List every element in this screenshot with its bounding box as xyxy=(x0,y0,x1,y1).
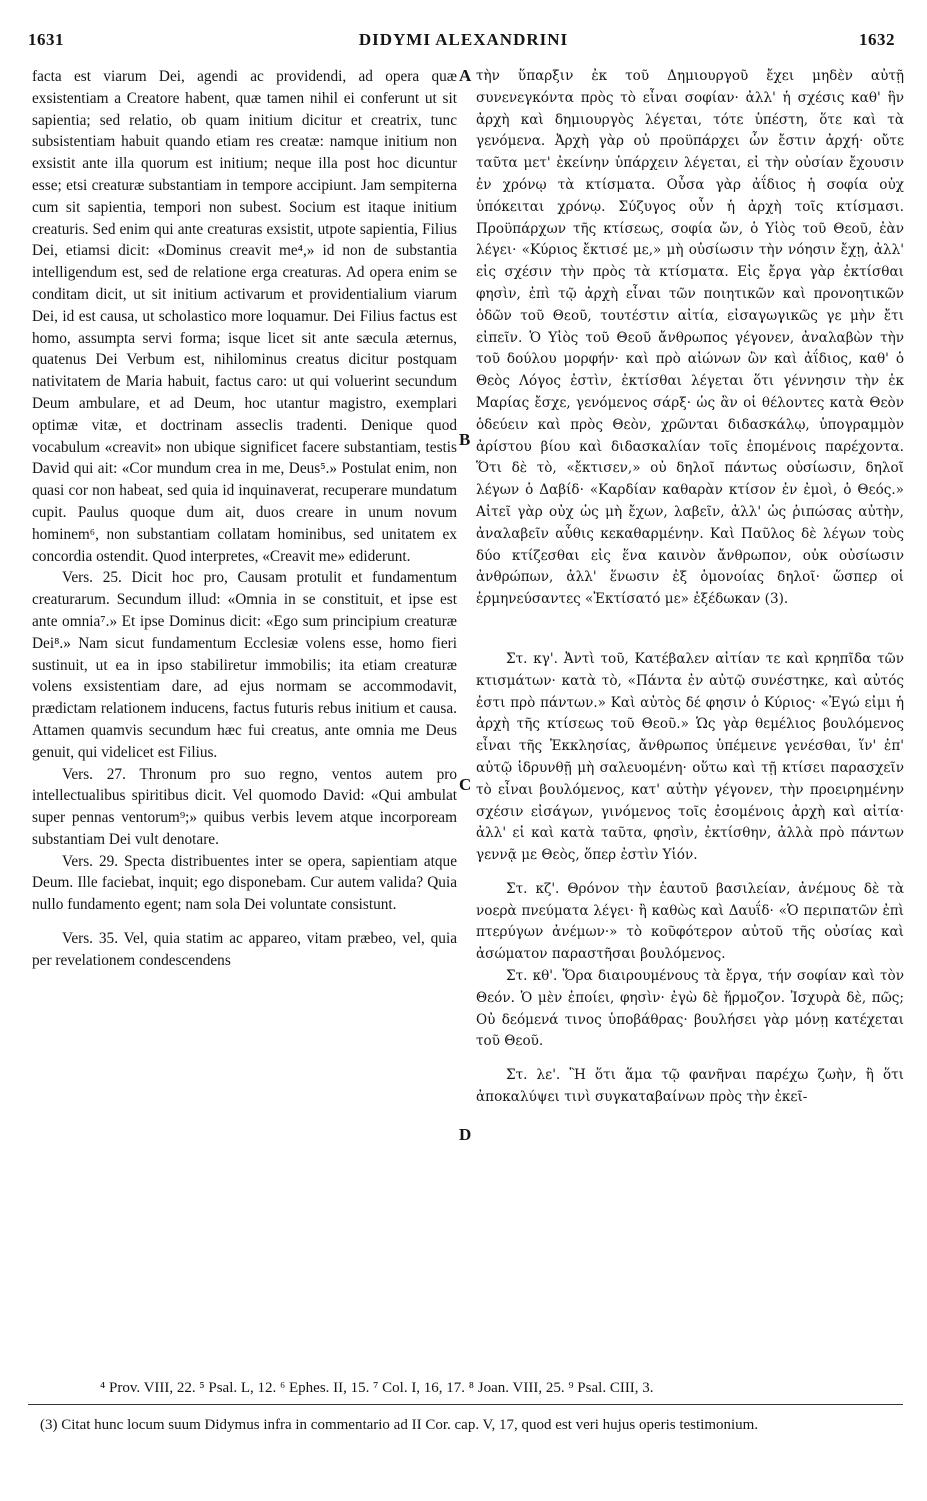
page-number-right: 1632 xyxy=(859,30,895,49)
latin-paragraph: Vers. 25. Dicit hoc pro, Causam protulit et fundamentum creaturarum. Secundum illud: «Omnia in se constituit, et ipse est ante omnia⁷.» Et ipse Dominus dicit: «Ego sum principium creaturæ Dei⁸.» Nam sicut fundamentum Ecclesiæ volens esse, homo fieri sustinuit, ut ea in ipso stabiliretur immobilis; ita etiam creaturæ volens exsistentiam dare, ad ejus normam se accommodavit, prædictam relationem inducens, factus futuris rebus initium et causa. Attamen quamvis secundum hæc fui creatus, ante omnia me Deus genuit, qui videlicet est Filius. xyxy=(32,569,457,761)
running-title: DIDYMI ALEXANDRINI xyxy=(358,30,569,49)
latin-paragraph: Vers. 27. Thronum pro suo regno, ventos autem pro intellectualibus spiritibus dicit. Vel quomodo David: «Qui ambulat super pennas ventorum⁹;» quibus verbis levem atque incorpoream substantiam Dei vult denotare. xyxy=(32,765,457,848)
greek-paragraph: Στ. λε'. Ἢ ὅτι ἅμα τῷ φανῆναι παρέχω ζωὴν, ἢ ὅτι ἀποκαλύψει τινὶ συγκαταβαίνων πρὸς τὴν ἐκεῖ- xyxy=(476,1067,904,1106)
greek-column xyxy=(476,66,904,1109)
margin-marker-c: C xyxy=(459,775,472,794)
greek-paragraph: τὴν ὕπαρξιν ἐκ τοῦ Δημιουργοῦ ἔχει μηδὲν αὐτῇ συνενεγκόντα πρὸς τὸ εἶναι σοφίαν· ἀλλ' ἡ σχέσις καθ' ἣν ἀρχὴ καὶ δημιουργὸς λέγεται, τότε ὑπέστη, ὅτε καὶ τὰ γενόμενα. Ἀρχὴ γὰρ οὐ προϋπάρχει ὧν ἔστιν ἀρχή· οὔτε ταῦτα μετ' ἐκείνην ὑπάρχειν λέγεται, εἰ τὴν οὐσίαν ἔχουσιν ἐν χρόνῳ τὰ κτίσματα. Οὖσα γὰρ ἀΐδιος ἡ σοφία οὐχ ὑπόκειται χρόνῳ. Σύζυγος οὖν ἡ ἀρχὴ τοῖς κτίσμασι. Προϋπάρχων τῆς κτίσεως, σοφία ὤν, ὁ Υἱὸς τοῦ Θεοῦ, ἐὰν λέγει· «Κύριος ἔκτισέ με,» μὴ οὐσίωσιν τὴν νόησιν ἔχῃ, ἀλλ' εἰς σχέσιν τὴν πρὸς τὰ κτίσματα. Εἰς ἔργα γὰρ ἐκτίσθαι φησὶν, ἐπὶ τῷ ἀρχὴ εἶναι τῶν ποιητικῶν καὶ προνοητικῶν ὁδῶν τοῦ Θεοῦ, τουτέστιν αἰτία, εἰσαγωγικῶς γε μὴν ἔτι εἰπεῖν. Ὁ Υἱὸς τοῦ Θεοῦ ἄνθρωπος γέγονεν, ἀναλαβὼν τὴν τοῦ δούλου μορφήν· καὶ πρὸ αἰώνων ὢν καὶ ἀΐδιος, καθ' ὁ Θεὸς Λόγος ἐστὶν, ἐκτίσθαι λέγεται ὅτι γέννησιν τὴν ἐκ Μαρίας ἔσχε, γενόμενος σάρξ· ὡς ἂν οἱ θέλοντες κατὰ Θεὸν ὁδεύειν καὶ πρὸς Θεὸν, χρῶνται διδασκάλῳ, ὑπογραμμὸν ἀρίστου βίου καὶ διδασκαλίαν τοῖς ἑπομένοις παρέχοντα. Ὅτι δὲ τὸ, «ἔκτισεν,» οὐ δηλοῖ πάντως οὐσίωσιν, δηλοῖ λέγων ὁ Δαβίδ· «Καρδίαν καθαρὰν κτίσον ἐν ἐμοὶ, ὁ Θεός.» Αἰτεῖ γὰρ οὐχ ὡς μὴ ἔχων, λαβεῖν, ἀλλ' ὡς ῥιπώσας αὐτὴν, ἀναλαβεῖν αὖθις κεκαθαρμένην. Καὶ Παῦλος δὲ λέγων τοὺς δύο κτίζεσθαι εἰς ἕνα καινὸν ἄνθρωπον, οὐκ οὐσίωσιν ἀνθρώπων, ἀλλ' ἕνωσιν ἐξ ὁμονοίας δηλοῖ· ὥσπερ οἱ ἑρμηνεύσαντες «Ἐκτίσατό με» ἐξέδωκαν (3). xyxy=(476,68,904,608)
latin-paragraph: Vers. 29. Specta distribuentes inter se opera, sapientiam atque Deum. Ille faciebat, inquit; ego disponebam. Cur autem valida? Quia nullo fundamento egent; nam sola Dei voluntate consistunt. xyxy=(32,852,457,914)
greek-paragraph: Στ. κθ'. Ὅρα διαιρουμένους τὰ ἔργα, τήν σοφίαν καὶ τὸν Θεόν. Ὁ μὲν ἐποίει, φησὶν· ἐγὼ δὲ ἥρμοζον. Ἰσχυρὰ δὲ, πῶς; Οὐ δεόμενά τινος ὑποβάθρας· βουλήσει γὰρ μόνῃ κατέχεται τοῦ Θεοῦ. xyxy=(476,968,904,1050)
margin-marker-d: D xyxy=(459,1125,472,1144)
margin-marker-b: B xyxy=(459,430,471,449)
latin-paragraph: facta est viarum Dei, agendi ac providendi, ad opera quæ exsistentiam a Creatore habent, quæ tamen nihil ei conferunt ut sit sapientia; sed relatio, ob quam initium dicitur et creatrix, tunc subsistentiam habuit quando etiam res creatæ: namque initium non exsistit ante illa quorum est initium; neque illa post hoc dicuntur esse; etsi creaturæ substantiam in tempore accipiunt. Jam sempiterna cum sit sapientia, tempori non subest. Socium est itaque initium creaturis. Sed enim qui ante creaturas exsistit, utpote sapientia, Filius Dei, etiamsi dicit: «Dominus creavit me⁴,» id non de substantia intelligendum est, sed de relatione erga creaturas. Ad opera enim se conditam dicit, ut sit initium activarum et providentialium viarum Dei, id est causa, ut scholastico more loquamur. Dei Filius factus est homo, assumpta servi forma; isque licet sit ante sæcula æternus, quatenus Dei Verbum est, nihilominus creatus dicitur postquam nativitatem de Maria habuit, factus caro: ut qui voluerint secundum Deum ambulare, et ad Deum, hoc utantur magistro, exemplari optimæ vitæ, et doctrinam asseclis tradenti. Denique quod vocabulum «creavit» non ubique significet facere substantiam, testis David qui ait: «Cor mundum crea in me, Deus⁵.» Postulat enim, non quasi cor non habeat, sed quia id inquinaverat, recuperare mundatum cupit. Paulus quoque dum ait, duos creare in unum novum hominem⁶, non substantiam collatam hominibus, sed unitatem ex concordia ostendit. Quod interpretes, «Creavit me» ediderunt. xyxy=(32,68,457,565)
footnote-divider xyxy=(28,1404,903,1405)
greek-paragraph: Στ. κγ'. Ἀντὶ τοῦ, Κατέβαλεν αἰτίαν τε καὶ κρηπῖδα τῶν κτισμάτων· κατὰ τὸ, «Πάντα ἐν αὐτῷ συνέστηκε, καὶ αὐτός ἐστι πρὸ πάντων.» Καὶ αὐτὸς δέ φησιν ὁ Κύριος· «Ἐγώ εἰμι ἡ ἀρχὴ τῆς κτίσεως τοῦ Θεοῦ.» Ὡς γὰρ θεμέλιος βουλόμενος εἶναι τῆς Ἐκκλησίας, ἄνθρωπος ὑπέμεινε γενέσθαι, ἵν' ἐπ' αὐτῷ ἱδρυνθῇ μὴ σαλευομένη· οὕτω καὶ τῇ κτίσει παρασχεῖν τὸ εἶναι βουλόμενος, κατ' αὐτὴν γέγονεν, τὴν προειρημένην σχέσιν εἰσάγων, γινόμενος τοῖς ἐσομένοις ἀρχὴ καὶ αἰτία· ἀλλ' εἰ καὶ κατὰ ταῦτα, φησὶν, ἐκτίσθην, ἀλλὰ πρὸ πάντων γεννᾷ με Θεὸς, ὅπερ ἐστὶν Υἱόν. xyxy=(476,650,904,864)
footnote: (3) Citat hunc locum suum Didymus infra in commentario ad II Cor. cap. V, 17, quod est veri hujus operis testimonium. xyxy=(40,1417,759,1433)
margin-marker-a: A xyxy=(459,66,472,85)
greek-paragraph: Στ. κζ'. Θρόνον τὴν ἑαυτοῦ βασιλείαν, ἀνέμους δὲ τὰ νοερὰ πνεύματα λέγει· ἢ καθὼς καὶ Δαυΐδ· «Ὁ περιπατῶν ἐπὶ πτερύγων ἀνέμων·» τὸ κοῦφότερον αὐτοῦ τῆς οὐσίας καὶ ἀσώματον παραστῆσαι βουλόμενος. xyxy=(476,880,904,963)
page-number-left: 1631 xyxy=(28,30,64,49)
scripture-references: ⁴ Prov. VIII, 22. ⁵ Psal. L, 12. ⁶ Ephes. II, 15. ⁷ Col. I, 16, 17. ⁸ Joan. VIII, 25. ⁹ Psal. CIII, 3. xyxy=(100,1380,654,1396)
latin-paragraph: Vers. 35. Vel, quia statim ac appareo, vitam præbeo, vel, quia per revelationem condescendens xyxy=(32,930,457,969)
latin-column xyxy=(32,66,457,972)
